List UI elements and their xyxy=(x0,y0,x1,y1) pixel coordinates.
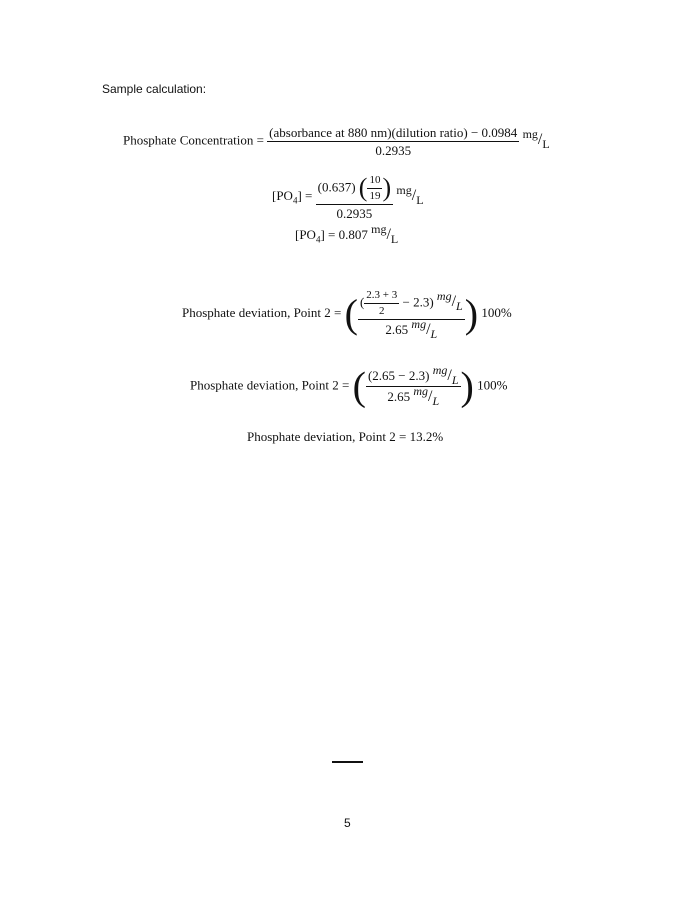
equation-po4-result xyxy=(295,222,399,246)
section-heading: Sample calculation: xyxy=(102,82,207,96)
footnote-separator xyxy=(332,761,363,763)
eq3-unit: mg/L xyxy=(371,222,399,246)
eq2-inner-denominator: 19 xyxy=(369,190,381,202)
eq4-denominator: 2.65 mg/L xyxy=(385,317,438,341)
eq2-fraction xyxy=(316,175,394,220)
eq1-numerator: (absorbance at 880 nm)(dilution ratio) − 0.0984 xyxy=(269,125,518,140)
eq4-lhs: Phosphate deviation, Point 2 = xyxy=(182,304,342,320)
eq2-numerator: (0.637) ( $\frac{10}{19}$ ) xyxy=(317,173,392,203)
eq2-denominator: 0.2935 xyxy=(336,206,373,221)
eq3-lhs: $[PO_4] = 0.807$ xyxy=(295,227,368,245)
equation-deviation-step1: Phosphate deviation, Point 2 = ( ( $\frac{2.3 + 3}{2}$ − 2.3) mg/L 2.65 mg/L ) 100% xyxy=(182,289,512,341)
equation-deviation-result: Phosphate deviation, Point 2 = 13.2% xyxy=(247,429,444,444)
eq5-numerator: (2.65 − 2.3) mg/L xyxy=(367,363,459,387)
eq4-numerator: ( $\frac{2.3 + 3}{2}$ − 2.3) mg/L xyxy=(359,289,463,317)
eq5-fraction xyxy=(366,363,461,408)
eq4-fraction xyxy=(358,289,465,341)
eq1-denominator: 0.2935 xyxy=(375,143,412,158)
eq4-multiplier: 100% xyxy=(481,304,512,320)
eq1-lhs: Phosphate Concentration = xyxy=(123,132,264,148)
eq1-unit: mg/L xyxy=(522,127,550,152)
eq4-inner-numerator: 2.3 + 3 xyxy=(366,289,398,301)
eq1-unit-bottom: L xyxy=(542,137,550,152)
equation-po4-substitution xyxy=(272,175,424,220)
eq5-lhs: Phosphate deviation, Point 2 = xyxy=(190,377,350,393)
equation-deviation-step2: Phosphate deviation, Point 2 = ( $\frac{(2.65 - 2.3) mg/L}{2.65 mg/L}$ ) 100% xyxy=(190,363,508,409)
eq4-inner-denominator: 2 xyxy=(379,305,385,317)
eq2-inner-numerator: 10 xyxy=(369,174,381,186)
eq1-fraction-bar xyxy=(267,141,519,142)
equation-phosphate-concentration xyxy=(123,126,550,157)
eq5-multiplier: 100% xyxy=(477,377,508,393)
eq2-lhs: $[PO_4]$ = xyxy=(272,188,313,207)
eq1-unit-top: mg xyxy=(522,127,538,142)
eq5-denominator: 2.65 mg/L xyxy=(387,384,440,408)
eq2-unit: mg/L xyxy=(396,183,424,208)
eq2-fraction-bar xyxy=(316,204,394,205)
eq1-fraction xyxy=(267,126,519,157)
page-number: 5 xyxy=(344,816,351,830)
